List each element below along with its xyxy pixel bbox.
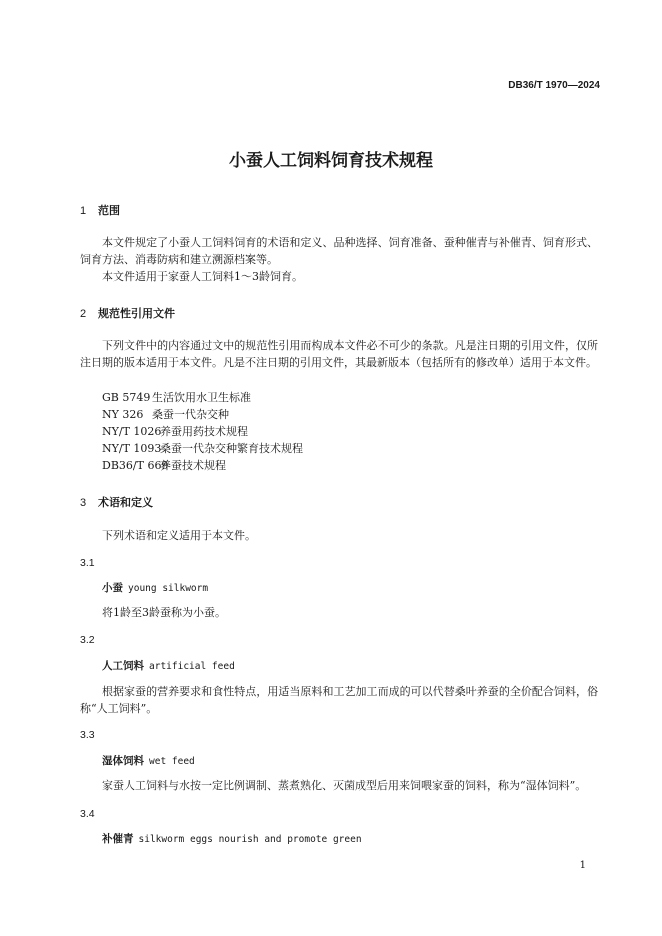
section-number: 2 xyxy=(80,308,87,320)
reference-item xyxy=(102,406,229,422)
section-heading-1 xyxy=(80,202,120,218)
term-en: young silkworm xyxy=(128,583,209,594)
section-number: 3 xyxy=(80,497,87,509)
term-zh: 人工饲料 xyxy=(102,660,144,672)
reference-code: DB36/T 669 xyxy=(102,459,169,472)
reference-item xyxy=(102,457,226,473)
reference-title: 养蚕技术规程 xyxy=(160,459,226,472)
reference-code: NY/T 1093 xyxy=(102,442,162,455)
reference-item xyxy=(102,440,303,456)
term-definition: 将1龄至3龄蚕称为小蚕。 xyxy=(102,606,226,619)
reference-item xyxy=(102,389,251,405)
clause-number: 3.1 xyxy=(80,557,95,569)
section-number: 1 xyxy=(80,205,87,217)
section-heading-2 xyxy=(80,305,175,321)
reference-code: NY 326 xyxy=(102,408,144,421)
term-entry xyxy=(102,831,362,846)
paragraph: 下列文件中的内容通过文中的规范性引用而构成本文件必不可少的条款。凡是注日期的引用文件，仅所注日期的版本适用于本文件。凡是不注日期的引用文件，其最新版本（包括所有的修改单）适用于本文件。 xyxy=(80,339,598,369)
term-entry xyxy=(102,753,195,768)
document-number: DB36/T 1970—2024 xyxy=(508,80,600,91)
section-title: 规范性引用文件 xyxy=(98,307,175,320)
term-zh: 补催青 xyxy=(102,833,134,845)
clause-number: 3.4 xyxy=(80,808,95,820)
clause-number: 3.2 xyxy=(80,634,95,646)
paragraph: 本文件规定了小蚕人工饲料饲育的术语和定义、品种选择、饲育准备、蚕种催青与补催青、饲育形式、饲育方法、消毒防病和建立溯源档案等。 xyxy=(80,236,598,266)
term-definition: 根据家蚕的营养要求和食性特点，用适当原料和工艺加工而成的可以代替桑叶养蚕的全价配合饲料，俗称“人工饲料”。 xyxy=(80,685,598,715)
term-definition: 家蚕人工饲料与水按一定比例调制、蒸煮熟化、灭菌成型后用来饲喂家蚕的饲料，称为“湿体饲料”。 xyxy=(102,779,587,792)
reference-title: 桑蚕一代杂交种 xyxy=(152,408,229,421)
term-entry xyxy=(102,658,235,673)
term-en: artificial feed xyxy=(149,661,235,672)
clause-number: 3.3 xyxy=(80,729,95,741)
section-title: 范围 xyxy=(98,204,120,217)
document-title: 小蚕人工饲料饲育技术规程 xyxy=(229,151,433,171)
term-zh: 湿体饲料 xyxy=(102,755,144,767)
reference-code: NY/T 1026 xyxy=(102,425,162,438)
reference-item xyxy=(102,423,248,439)
term-zh: 小蚕 xyxy=(102,582,123,594)
reference-title: 生活饮用水卫生标准 xyxy=(152,391,251,404)
term-en: silkworm eggs nourish and promote green xyxy=(138,834,362,845)
reference-title: 桑蚕一代杂交种繁育技术规程 xyxy=(160,442,303,455)
section-heading-3 xyxy=(80,494,153,510)
term-entry xyxy=(102,580,208,595)
paragraph: 本文件适用于家蚕人工饲料1～3龄饲育。 xyxy=(102,270,303,283)
section-title: 术语和定义 xyxy=(98,496,153,509)
reference-code: GB 5749 xyxy=(102,391,151,404)
reference-title: 养蚕用药技术规程 xyxy=(160,425,248,438)
page-number: 1 xyxy=(579,860,586,871)
term-en: wet feed xyxy=(149,756,195,767)
paragraph: 下列术语和定义适用于本文件。 xyxy=(102,529,256,542)
